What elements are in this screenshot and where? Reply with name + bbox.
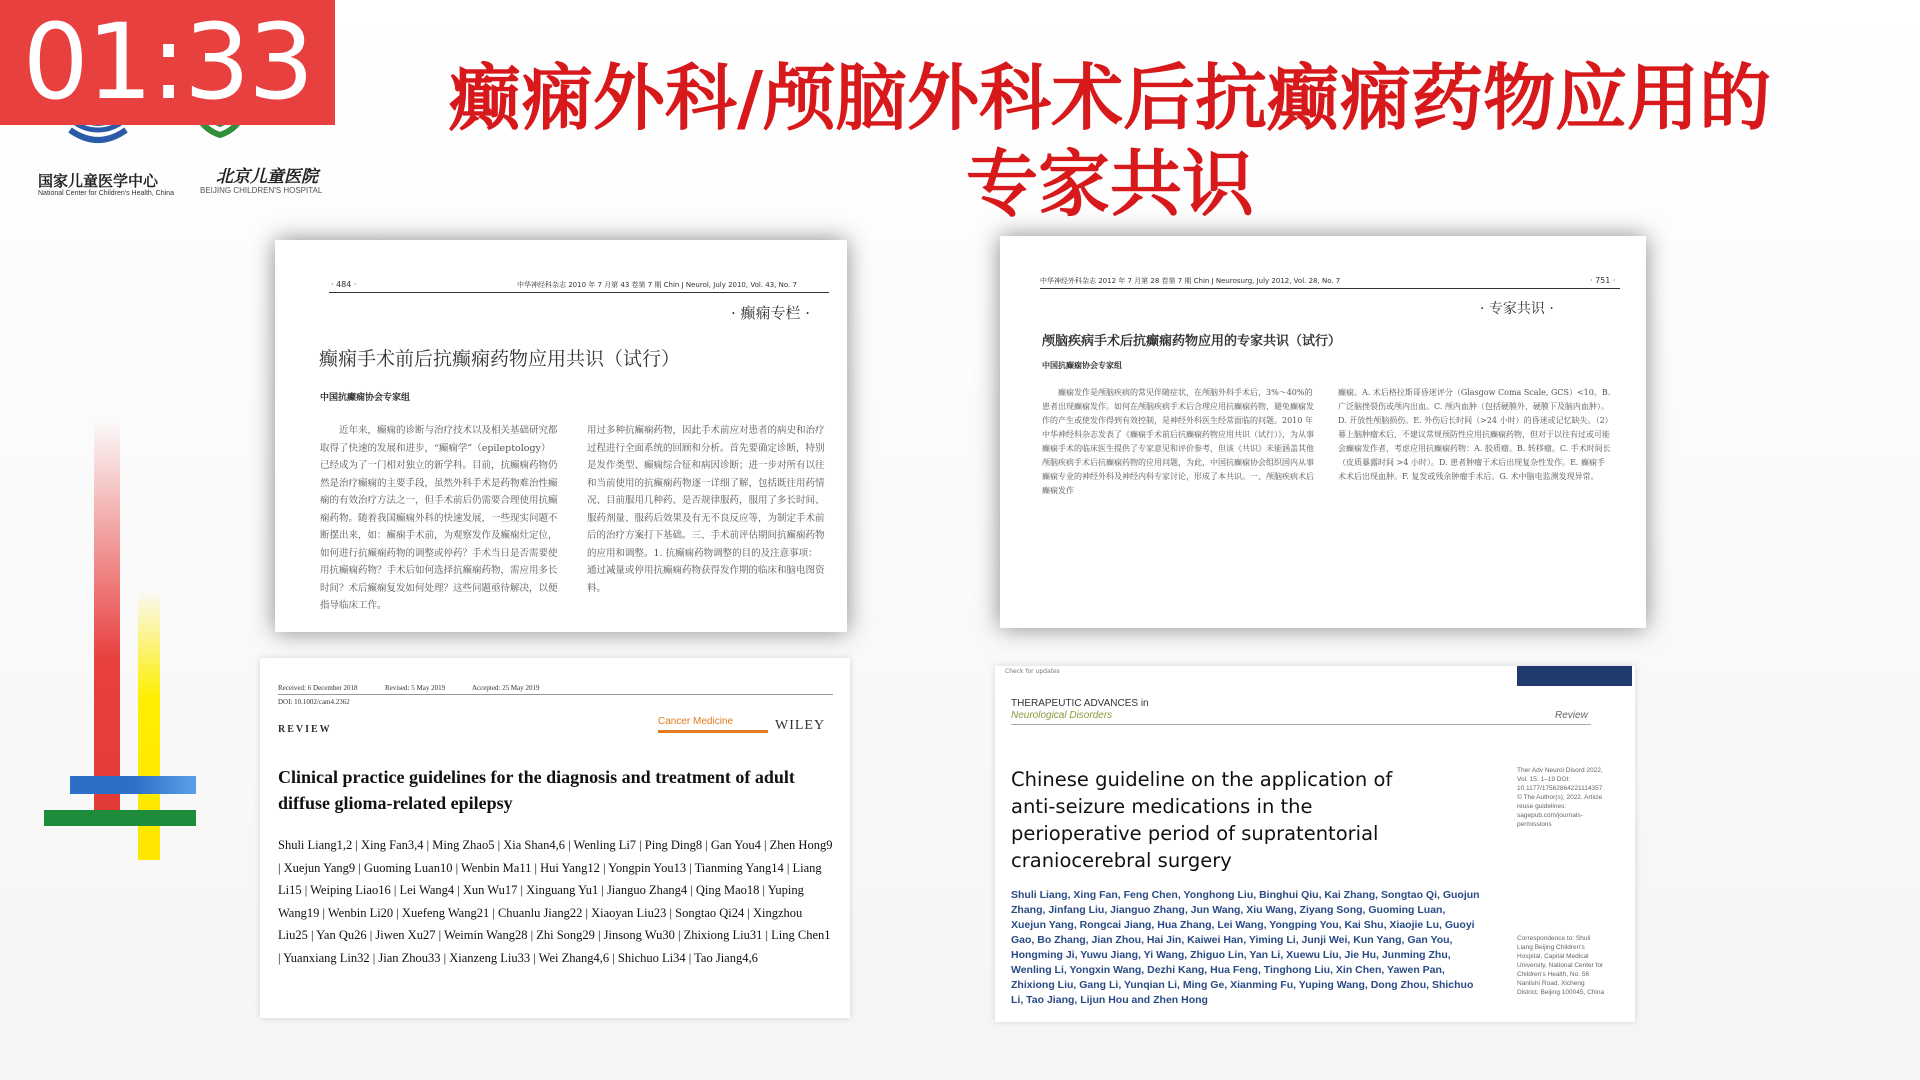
- paper3-revised-date: Revised: 5 May 2019: [385, 684, 446, 692]
- paper2-column-label: · 专家共识 ·: [1480, 301, 1554, 317]
- countdown-timer: 01:33: [0, 0, 335, 125]
- paper3-journal-underline: [658, 730, 768, 733]
- decor-blue-bar: [70, 776, 196, 794]
- paper2-page-number: · 751 ·: [1590, 276, 1616, 285]
- paper1-header-rule: [329, 292, 829, 293]
- paper2-journal-header: 中华神经外科杂志 2012 年 7 月第 28 卷第 7 期 Chin J Neurosurg, July 2012, Vol. 28, No. 7: [1040, 277, 1341, 285]
- paper3-title: Clinical practice guidelines for the diagnosis and treatment of adult diffuse glioma-related epilepsy: [278, 767, 795, 813]
- paper4-header-rule: [1011, 724, 1591, 725]
- slide-title: 癫痫外科/颅脑外科术后抗癫痫药物应用的专家共识: [448, 56, 1772, 226]
- paper2-body-left: 癫痫发作是颅脑疾病的常见伴随症状，在颅脑外科手术后，3%～40%的患者出现癫痫发作。如何在颅脑疾病手术后合理应用抗癫痫药物，避免癫痫发作的产生或使发作得到有效控制，是神经外科医生经常面临的问题。2010 年中华神经科杂志发表了《癫痫手术前后抗癫痫药物应用共识（试行）》，为从事癫痫手术的临床医生提供了专家意见和评价参考，但该《共识》未能涵盖其他颅脑疾病手术后抗癫痫药物的应用问题，为此，中国抗癫痫协会组织国内从事癫痫专业的神经外科及神经内科专家讨论，形成了本共识。一、颅脑疾病术后癫痫发作: [1042, 388, 1314, 495]
- paper2-body-right: 癫痫。A. 术后格拉斯哥昏迷评分（Glasgow Coma Scale, GCS）<10。B. 广泛脑挫裂伤或颅内出血。C. 颅内血肿（包括硬膜外、硬膜下及脑内血肿）。D. 开放性颅脑损伤。E. 外伤后长时间（>24 小时）的昏迷或记忆缺失。（2）幕上脑肿瘤术后，不建议常规预防性应用抗癫痫药物，但对于以往有过或可能会癫痫发作者，考虑应用抗癫痫药物：A. 胶质瘤。B. 转移瘤。C. 手术时间长（皮质暴露时间 >4 小时）。D. 患者肿瘤于术后出现复杂性发作。E. 癫痫手术术后出现血肿。F. 复发或残余肿瘤手术后。G. 术中脑电监测发现异常。: [1338, 388, 1613, 481]
- paper4-blue-banner: [1517, 666, 1632, 686]
- paper-card-2: [1000, 236, 1646, 628]
- paper3-section-label: REVIEW: [278, 724, 332, 735]
- paper1-journal-header: 中华神经科杂志 2010 年 7 月第 43 卷第 7 期 Chin J Neurol, July 2010, Vol. 43, No. 7: [517, 281, 797, 289]
- decor-green-bar: [44, 810, 196, 826]
- bch-logo-name: 北京儿童医院: [216, 167, 318, 187]
- paper-card-4: [995, 666, 1635, 1022]
- paper4-side-metadata: Ther Adv Neurol Disord 2022, Vol. 15: 1–19 DOI: 10.1177/17562864221114357 © The Author(s), 2022. Article reuse guidelines: sagepub.com/journals-permissions: [1517, 767, 1603, 828]
- paper1-body-right: 用过多种抗癫痫药物，因此手术前应对患者的病史和治疗过程进行全面系统的回顾和分析。首先要确定诊断，特别是发作类型、癫痫综合征和病因诊断；进一步对所有以往和当前使用的抗癫痫药物逐一详细了解，包括既往用药情况、目前服用几种药、是否规律服药，服用了多长时间、服药剂量、服药后效果及有无不良反应等，为制定手术前后的治疗方案打下基础。三、手术前评估期间抗癫痫药物的应用和调整。1. 抗癫痫药物调整的目的及注意事项：通过减量或停用抗癫痫药物获得发作期的临床和脑电图资料。: [587, 425, 825, 594]
- paper1-title: 癫痫手术前后抗癫痫药物应用共识（试行）: [319, 348, 681, 370]
- paper4-correspondence: Correspondence to: Shuli Liang Beijing Children's Hospital, Capital Medical University, National Center for Children's Health, No. 56 Nanlishi Road, Xicheng District, Beijing 100045, China: [1517, 935, 1605, 996]
- paper3-journal-name: Cancer Medicine: [658, 716, 734, 727]
- paper3-header-rule: [278, 694, 833, 695]
- bch-logo-subtitle: BEIJING CHILDREN'S HOSPITAL: [200, 186, 323, 195]
- paper2-header-rule: [1040, 288, 1620, 289]
- ncch-logo-name: 国家儿童医学中心: [38, 172, 159, 190]
- paper3-received-date: Received: 6 December 2018: [278, 684, 358, 692]
- paper-card-3: [260, 658, 850, 1018]
- paper2-title: 颅脑疾病手术后抗癫痫药物应用的专家共识（试行）: [1042, 334, 1342, 349]
- paper2-organization: 中国抗癫痫协会专家组: [1042, 360, 1122, 370]
- paper1-column-label: · 癫痫专栏 ·: [731, 304, 811, 322]
- paper-card-1: [275, 240, 847, 632]
- paper4-journal-line2: Neurological Disorders: [1011, 710, 1113, 721]
- paper4-check-updates: Check for updates: [1005, 668, 1060, 675]
- paper4-journal-line1: THERAPEUTIC ADVANCES in: [1011, 698, 1149, 709]
- paper4-title: Chinese guideline on the application of anti-seizure medications in the perioperative period of supratentorial craniocerebral surgery: [1011, 768, 1393, 872]
- paper3-accepted-date: Accepted: 25 May 2019: [472, 684, 540, 692]
- ncch-logo-subtitle: National Center for Children's Health, China: [38, 190, 174, 197]
- paper4-article-type: Review: [1555, 710, 1588, 721]
- paper3-publisher: WILEY: [775, 718, 826, 733]
- paper1-page-number: · 484 ·: [331, 280, 357, 289]
- paper1-organization: 中国抗癫痫协会专家组: [320, 393, 411, 403]
- paper3-authors: Shuli Liang1,2 | Xing Fan3,4 | Ming Zhao5 | Xia Shan4,6 | Wenling Li7 | Ping Ding8 | Gan You4 | Zhen Hong9 | Xuejun Yang9 | Guoming Luan10 | Wenbin Ma11 | Hui Yang12 | Yongpin You13 | Tianming Yang14 | Liang Li15 | Weiping Liao16 | Lei Wang4 | Xun Wu17 | Xinguang Yu1 | Jianguo Zhang4 | Qing Mao18 | Yuping Wang19 | Wenbin Li20 | Xuefeng Wang21 | Chuanlu Jiang22 | Xiaoyan Liu23 | Songtao Qi24 | Xingzhou Liu25 | Yan Qu26 | Jiwen Xu27 | Weimin Wang28 | Zhi Song29 | Jinsong Wu30 | Zhixiong Liu31 | Ling Chen1 | Yuanxiang Lin32 | Jian Zhou33 | Xianzeng Liu33 | Wei Zhang4,6 | Shichuo Li34 | Tao Jiang4,6: [278, 838, 833, 965]
- paper3-doi: DOI: 10.1002/cam4.2362: [278, 698, 350, 706]
- paper4-authors: Shuli Liang, Xing Fan, Feng Chen, Yonghong Liu, Binghui Qiu, Kai Zhang, Songtao Qi, Guojun Zhang, Jinfang Liu, Jianguo Zhang, Jun Wang, Xiu Wang, Ziyang Song, Guoming Luan, Xuejun Yang, Rongcai Jiang, Hua Zhang, Lei Wang, Yongping You, Kai Shu, Xiaojie Lu, Guoyi Gao, Bo Zhang, Jian Zhou, Hai Jin, Kaiwei Han, Yiming Li, Junji Wei, Kun Yang, Gan You, Hongming Ji, Yuwu Jiang, Yi Wang, Zhiguo Lin, Yan Li, Xuewu Liu, Jie Hu, Junming Zhu, Wenling Li, Yongxin Wang, Dezhi Kang, Hua Feng, Tinghong Liu, Xin Chen, Yawen Pan, Zhixiong Liu, Gang Li, Yunqian Li, Ming Ge, Xianming Fu, Yuping Wang, Dong Zhou, Shichuo Li, Tao Jiang, Lijun Hou and Zhen Hong: [1011, 889, 1480, 1006]
- decor-red-bar: [94, 420, 120, 820]
- paper1-body-left: 近年来，癫痫的诊断与治疗技术以及相关基础研究都取得了快速的发展和进步，“癫痫学”（epileptology）已经成为了一门相对独立的新学科。目前，抗癫痫药物仍然是治疗癫痫的主要手段，虽然外科手术是药物难治性癫痫的有效治疗方法之一，但手术前后仍需要合理使用抗癫痫药物。随着我国癫痫外科的快速发展，一些现实问题不断摆出来，如：癫痫手术前，为观察发作及癫痫灶定位，如何进行抗癫痫药物的调整或停药？手术当日是否需要使用抗癫痫药物？手术后如何选择抗癫痫药物，需应用多长时间？术后癫痫复发如何处理？这些问题亟待解决，以便指导临床工作。: [320, 425, 558, 611]
